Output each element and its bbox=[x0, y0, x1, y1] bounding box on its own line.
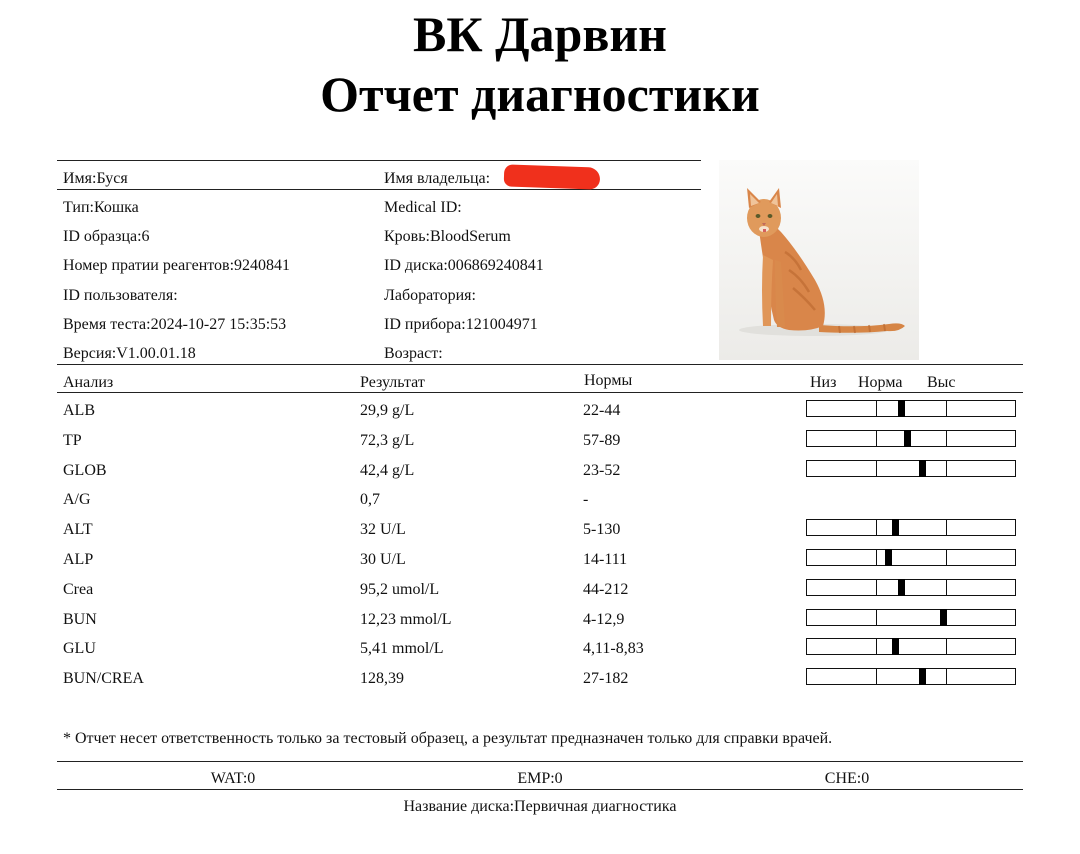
blood-type: Кровь:BloodSerum bbox=[384, 228, 511, 245]
medical-id: Medical ID: bbox=[384, 199, 462, 216]
table-header-divider bbox=[57, 392, 1023, 393]
laboratory: Лаборатория: bbox=[384, 287, 476, 304]
range-bar bbox=[806, 430, 1016, 447]
range-bar-divider bbox=[876, 401, 877, 416]
col-header-analysis: Анализ bbox=[63, 374, 114, 391]
range-marker bbox=[892, 638, 899, 655]
range-bar bbox=[806, 668, 1016, 685]
row-analysis: BUN/CREA bbox=[63, 670, 144, 687]
cat-icon bbox=[719, 160, 919, 360]
version: Версия:V1.00.01.18 bbox=[63, 345, 196, 362]
range-bar bbox=[806, 519, 1016, 536]
device-id: ID прибора:121004971 bbox=[384, 316, 538, 333]
range-bar bbox=[806, 609, 1016, 626]
col-header-norms: Нормы bbox=[584, 372, 633, 389]
row-analysis: GLU bbox=[63, 640, 96, 657]
range-marker bbox=[919, 460, 926, 477]
row-result: 29,9 g/L bbox=[360, 402, 415, 419]
row-norm: 5-130 bbox=[583, 521, 621, 538]
row-result: 12,23 mmol/L bbox=[360, 611, 452, 628]
footer-bottom-divider bbox=[57, 789, 1023, 790]
col-header-high: Выс bbox=[927, 374, 956, 391]
range-bar-divider bbox=[946, 431, 947, 446]
range-marker bbox=[898, 579, 905, 596]
info-top-divider bbox=[57, 160, 701, 161]
row-result: 30 U/L bbox=[360, 551, 406, 568]
row-analysis: ALT bbox=[63, 521, 93, 538]
row-norm: - bbox=[583, 491, 589, 508]
row-norm: 57-89 bbox=[583, 432, 621, 449]
range-bar bbox=[806, 400, 1016, 417]
range-bar-divider bbox=[946, 461, 947, 476]
disk-id: ID диска:006869240841 bbox=[384, 257, 544, 274]
range-bar-divider bbox=[946, 639, 947, 654]
row-norm: 27-182 bbox=[583, 670, 629, 687]
range-bar bbox=[806, 549, 1016, 566]
row-norm: 44-212 bbox=[583, 581, 629, 598]
range-bar-divider bbox=[946, 520, 947, 535]
row-result: 128,39 bbox=[360, 670, 404, 687]
range-bar bbox=[806, 460, 1016, 477]
row-result: 95,2 umol/L bbox=[360, 581, 440, 598]
range-bar-divider bbox=[946, 580, 947, 595]
disclaimer: * Отчет несет ответственность только за тестовый образец, а результат предназначен только для справки врачей. bbox=[63, 730, 833, 747]
range-marker bbox=[940, 609, 947, 626]
range-bar bbox=[806, 579, 1016, 596]
range-bar-divider bbox=[946, 550, 947, 565]
cat-photo bbox=[719, 160, 919, 360]
range-bar-divider bbox=[876, 431, 877, 446]
row-norm: 14-111 bbox=[583, 551, 628, 568]
disk-name: Название диска:Первичная диагностика bbox=[403, 798, 677, 815]
report-title-line2: Отчет диагностики bbox=[320, 66, 760, 122]
range-bar-divider bbox=[876, 550, 877, 565]
che-value: CHE:0 bbox=[824, 770, 870, 787]
owner-name-label: Имя владельца: bbox=[384, 170, 491, 187]
table-top-divider bbox=[57, 364, 1023, 365]
col-header-result: Результат bbox=[360, 374, 425, 391]
report-title-line1: ВК Дарвин bbox=[413, 6, 667, 62]
range-marker bbox=[919, 668, 926, 685]
pet-type: Тип:Кошка bbox=[63, 199, 139, 216]
range-marker bbox=[898, 400, 905, 417]
footer-top-divider bbox=[57, 761, 1023, 762]
row-analysis: TP bbox=[63, 432, 82, 449]
range-marker bbox=[885, 549, 892, 566]
range-bar-divider bbox=[876, 520, 877, 535]
row-analysis: A/G bbox=[63, 491, 91, 508]
row-result: 72,3 g/L bbox=[360, 432, 415, 449]
row-result: 0,7 bbox=[360, 491, 380, 508]
row-analysis: Crea bbox=[63, 581, 94, 598]
range-bar-divider bbox=[946, 669, 947, 684]
reagent-lot: Номер пратии реагентов:9240841 bbox=[63, 257, 291, 274]
age: Возраст: bbox=[384, 345, 443, 362]
pet-name: Имя:Буся bbox=[63, 170, 128, 187]
info-name-divider bbox=[57, 189, 701, 190]
row-norm: 23-52 bbox=[583, 462, 621, 479]
range-bar-divider bbox=[946, 401, 947, 416]
row-result: 42,4 g/L bbox=[360, 462, 415, 479]
range-bar-divider bbox=[876, 580, 877, 595]
row-analysis: BUN bbox=[63, 611, 97, 628]
row-result: 32 U/L bbox=[360, 521, 406, 538]
row-analysis: GLOB bbox=[63, 462, 107, 479]
range-bar bbox=[806, 638, 1016, 655]
row-result: 5,41 mmol/L bbox=[360, 640, 444, 657]
row-analysis: ALP bbox=[63, 551, 94, 568]
user-id: ID пользователя: bbox=[63, 287, 178, 304]
test-time: Время теста:2024-10-27 15:35:53 bbox=[63, 316, 287, 333]
range-bar-divider bbox=[876, 639, 877, 654]
owner-redaction bbox=[504, 164, 601, 189]
range-marker bbox=[904, 430, 911, 447]
row-norm: 22-44 bbox=[583, 402, 621, 419]
row-norm: 4-12,9 bbox=[583, 611, 625, 628]
range-marker bbox=[892, 519, 899, 536]
row-norm: 4,11-8,83 bbox=[583, 640, 644, 657]
row-analysis: ALB bbox=[63, 402, 95, 419]
sample-id: ID образца:6 bbox=[63, 228, 150, 245]
range-bar-divider bbox=[876, 669, 877, 684]
col-header-low: Низ bbox=[810, 374, 837, 391]
col-header-normal: Норма bbox=[858, 374, 903, 391]
range-bar-divider bbox=[876, 610, 877, 625]
emp-value: EMP:0 bbox=[517, 770, 563, 787]
wat-value: WAT:0 bbox=[210, 770, 256, 787]
range-bar-divider bbox=[876, 461, 877, 476]
